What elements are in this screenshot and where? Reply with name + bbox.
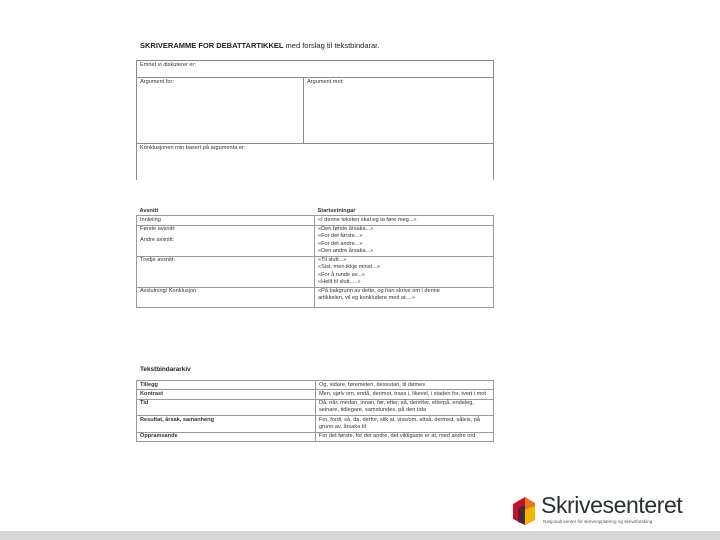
words-cell [316, 399, 494, 416]
section-label: Første avsnitt: [140, 226, 176, 233]
starters-cell [315, 225, 494, 256]
starters-cell [315, 256, 494, 287]
conclusion-label: Konklusjonen min basert på argumenta er: [140, 145, 246, 151]
starter-line: «Heilt til slutt.....» [318, 278, 361, 285]
section-label: Tredje avsnitt: [140, 257, 175, 264]
archive-row [137, 390, 494, 399]
logo-subtitle: Nasjonalt senter for skriveopplæring og skriveforsking [543, 519, 653, 524]
section-cell [137, 256, 315, 287]
starters-header [315, 207, 494, 216]
words-text: Og, vidare, føremeten, dessutan, til dømes [319, 381, 426, 388]
category-label: Resultat, årsak, samanheng [140, 416, 214, 423]
section-label: Innleiing [140, 216, 161, 223]
bottom-bar [0, 531, 720, 540]
category-label: Tillegg [140, 381, 158, 388]
archive-row [137, 381, 494, 390]
category-cell [137, 432, 316, 441]
starters-row [137, 225, 494, 256]
starter-line: «Den første årsaka...» [318, 226, 374, 233]
words-cell [316, 390, 494, 399]
starter-line: «For å runde av...» [318, 271, 365, 278]
words-cell [316, 381, 494, 390]
argument-against-cell [304, 78, 494, 144]
starters-header-row [137, 207, 494, 216]
section-cell [137, 287, 315, 307]
words-text: For, fordi, så, da, derfor, slik at, viss/om, altså, dermed, såleis, på grunn av, årsaka til [319, 416, 481, 430]
section-label: Andre avsnitt: [140, 237, 175, 244]
archive-title: Tekstbindararkiv [140, 366, 191, 373]
archive-row [137, 416, 494, 433]
starters-row [137, 256, 494, 287]
starter-line: «På bakgrunn av dette, og han skrive om i denne [318, 288, 440, 295]
starters-row [137, 216, 494, 225]
category-label: Oppramsande [140, 433, 178, 440]
starter-line: «For det andre...» [318, 240, 363, 247]
words-text: Men, sjølv om, endå, derimot, trass i, likevel, i staden for, tvert i mot [319, 390, 486, 397]
connectives-archive-table [136, 380, 494, 442]
topic-label: Emnet vi diskuterer er: [140, 62, 196, 68]
category-cell [137, 390, 316, 399]
words-text: Då, når, medan, innan, før, etter, så, deretter, etterpå, endeleg, seinare, tidlegare, samstundes, på den tida [319, 400, 474, 414]
starters-cell [315, 287, 494, 307]
starter-line: «Den andre årsaka...» [318, 247, 374, 254]
archive-row [137, 399, 494, 416]
archive-row [137, 432, 494, 441]
argument-against-label: Argument mot: [307, 79, 344, 85]
starter-line: «Til slutt...» [318, 257, 347, 264]
category-label: Tid [140, 400, 149, 407]
category-label: Kontrast [140, 390, 163, 397]
conclusion-cell [137, 144, 494, 181]
arguments-row [137, 78, 494, 144]
skrivesenteret-logo-icon [509, 494, 539, 528]
logo-wordmark: Skrivesenteret [541, 492, 683, 518]
paragraph-starters-table [136, 207, 494, 308]
starters-cell [315, 216, 494, 225]
document-title [140, 41, 379, 50]
category-cell [137, 381, 316, 390]
document-title-rest: med forslag til tekstbindarar. [283, 41, 380, 50]
conclusion-row [137, 144, 494, 181]
starter-line: «Sist, men ikkje minst...» [318, 264, 380, 271]
words-cell [316, 432, 494, 441]
section-label: Avslutning/ Konklusjon [140, 288, 197, 295]
topic-row [137, 61, 494, 78]
argument-for-label: Argument for: [140, 79, 174, 85]
words-cell [316, 416, 494, 433]
starter-line: «I denne teksten skal eg ta føre meg...» [318, 216, 417, 223]
starter-line: «For det første...» [318, 233, 363, 240]
section-header [137, 207, 315, 216]
argument-for-cell [137, 78, 304, 144]
topic-cell [137, 61, 494, 78]
section-cell [137, 225, 315, 256]
argument-form-table [136, 60, 494, 180]
category-cell [137, 416, 316, 433]
starter-line: artikkelen, vil eg konkludere med at....» [318, 295, 416, 302]
starters-header-text: Startsetningar [317, 207, 356, 214]
section-cell [137, 216, 315, 225]
document-title-bold: SKRIVERAMME FOR DEBATTARTIKKEL [140, 41, 284, 50]
category-cell [137, 399, 316, 416]
section-header-text: Avsnitt [139, 207, 159, 214]
starters-row [137, 287, 494, 307]
words-text: For det første, for det andre, det viktigaste er at, med andre ord [319, 433, 476, 440]
